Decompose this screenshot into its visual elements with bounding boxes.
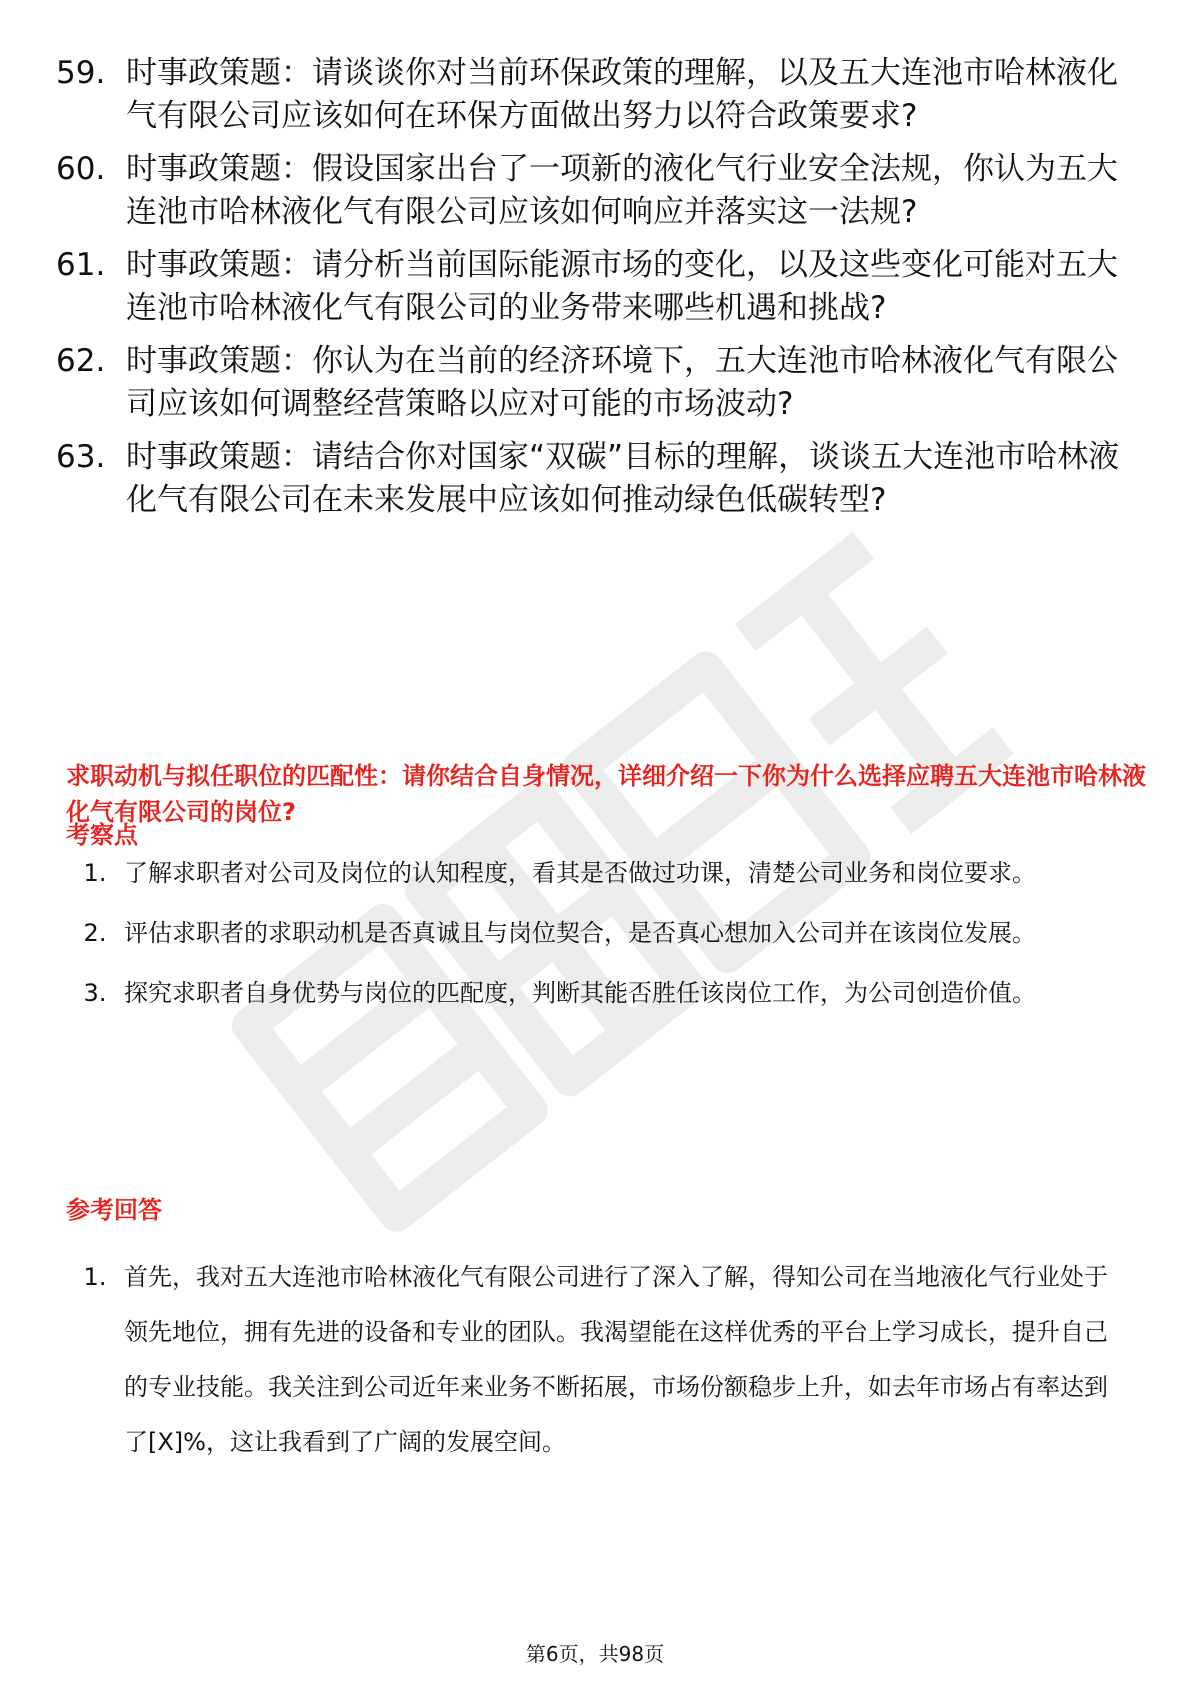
item-text: 了解求职者对公司及岗位的认知程度，看其是否做过功课，清楚公司业务和岗位要求。 — [124, 859, 1036, 887]
answer-list — [66, 1250, 1136, 1475]
list-item — [56, 148, 1136, 234]
page-footer: 第6页，共98页 — [525, 1642, 665, 1666]
item-text: 评估求职者的求职动机是否真诚且与岗位契合，是否真心想加入公司并在该岗位发展。 — [124, 919, 1036, 947]
list-item — [56, 244, 1136, 330]
item-text: 首先，我对五大连池市哈林液化气有限公司进行了深入了解，得知公司在当地液化气行业处于领先地位，拥有先进的设备和专业的团队。我渴望能在这样优秀的平台上学习成长，提升自己的专业技能。我关注到公司近年来业务不断拓展，市场份额稳步上升，如去年市场占有率达到了[X]%，这让我看到了广阔的发展空间。 — [124, 1263, 1108, 1456]
policy-question-list — [56, 52, 1136, 532]
item-text: 时事政策题：请结合你对国家“双碳”目标的理解，谈谈五大连池市哈林液化气有限公司在未来发展中应该如何推动绿色低碳转型? — [126, 439, 1120, 518]
list-item — [66, 846, 1136, 901]
item-number: 61. — [56, 247, 106, 283]
item-number: 59. — [56, 55, 106, 91]
list-item — [66, 966, 1136, 1021]
points-list — [66, 846, 1136, 1026]
item-text: 时事政策题：你认为在当前的经济环境下，五大连池市哈林液化气有限公司应该如何调整经营策略以应对可能的市场波动? — [126, 343, 1118, 422]
item-text: 时事政策题：请分析当前国际能源市场的变化，以及这些变化可能对五大连池市哈林液化气有限公司的业务带来哪些机遇和挑战? — [126, 247, 1118, 326]
answer-heading: 参考回答 — [66, 1196, 162, 1224]
item-number: 60. — [56, 151, 106, 187]
list-item — [66, 1250, 1136, 1470]
section-question: 求职动机与拟任职位的匹配性：请你结合自身情况，详细介绍一下你为什么选择应聘五大连池市哈林液化气有限公司的岗位? — [66, 762, 1146, 826]
list-item — [56, 436, 1136, 522]
list-item — [56, 340, 1136, 426]
points-heading: 考察点 — [66, 821, 138, 849]
item-number: 62. — [56, 343, 106, 379]
item-number: 3. — [83, 979, 107, 1007]
item-text: 时事政策题：假设国家出台了一项新的液化气行业安全法规，你认为五大连池市哈林液化气有限公司应该如何响应并落实这一法规? — [126, 151, 1118, 230]
item-number: 63. — [56, 439, 106, 475]
item-number: 2. — [83, 919, 107, 947]
item-text: 探究求职者自身优势与岗位的匹配度，判断其能否胜任该岗位工作，为公司创造价值。 — [124, 979, 1036, 1007]
item-number: 1. — [83, 859, 107, 887]
item-number: 1. — [83, 1263, 107, 1291]
list-item — [56, 52, 1136, 138]
item-text: 时事政策题：请谈谈你对当前环保政策的理解，以及五大连池市哈林液化气有限公司应该如何在环保方面做出努力以符合政策要求? — [126, 55, 1118, 134]
list-item — [66, 906, 1136, 961]
